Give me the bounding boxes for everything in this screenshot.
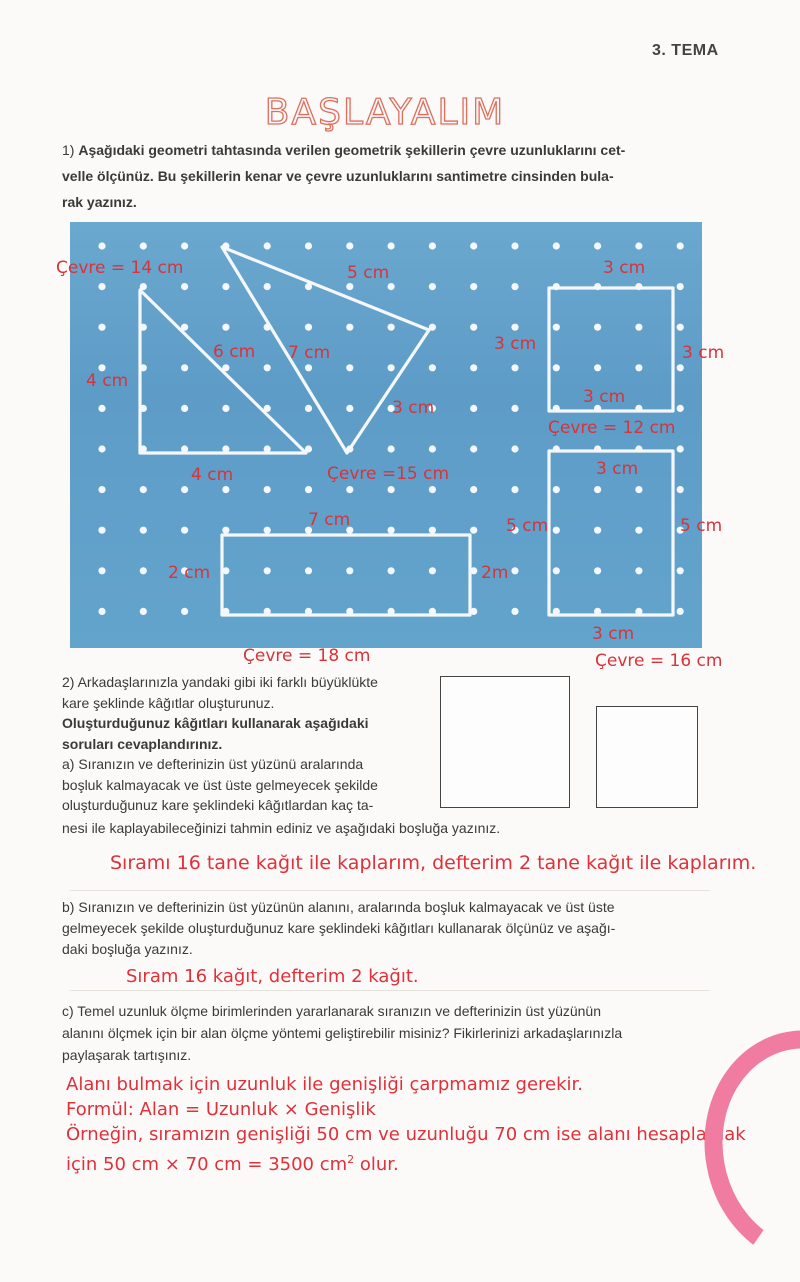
q2-line-1: 2) Arkadaşlarınızla yandaki gibi iki farklı büyüklükte xyxy=(62,674,378,690)
label-side-4-bottom: 4 cm xyxy=(191,465,234,485)
peg xyxy=(594,324,601,331)
q2-line-2: kare şeklinde kâğıtlar oluşturunuz. xyxy=(62,694,275,711)
label-side-3-triangle: 3 cm xyxy=(392,398,435,418)
peg xyxy=(346,486,353,493)
peg xyxy=(305,364,312,371)
peg xyxy=(181,364,188,371)
q1-line-3: rak yazınız. xyxy=(62,194,137,210)
label-side-7-rect: 7 cm xyxy=(308,510,351,530)
q2a-line-1: a) Sıranızın ve defterinizin üst yüzünü aralarında xyxy=(62,756,364,772)
peg xyxy=(346,324,353,331)
peg xyxy=(429,364,436,371)
peg xyxy=(222,527,229,534)
peg xyxy=(181,486,188,493)
answer-b: Sıram 16 kağıt, defterim 2 kağıt. xyxy=(126,966,419,987)
peg xyxy=(635,242,642,249)
peg xyxy=(511,324,518,331)
answer-c-line-4b: olur. xyxy=(354,1154,399,1175)
theme-label: 3. TEMA xyxy=(652,42,719,59)
small-square-paper xyxy=(596,706,698,808)
q2a-line-3: oluşturduğunuz kare şeklindeki kâğıtlardan kaç ta- xyxy=(62,797,374,813)
answer-c-line-2: Formül: Alan = Uzunluk × Genişlik xyxy=(66,1099,376,1120)
answer-c-superscript: 2 xyxy=(347,1153,355,1166)
answer-c-line-4a: için 50 cm × 70 cm = 3500 cm xyxy=(66,1154,348,1175)
peg xyxy=(181,405,188,412)
peg xyxy=(429,486,436,493)
peg xyxy=(429,527,436,534)
label-side-2-left: 2 cm xyxy=(168,563,211,583)
q2c-line-1: c) Temel uzunluk ölçme birimlerinden yararlanarak sıranızın ve defterinizin üst yüzünün xyxy=(62,1003,601,1019)
peg xyxy=(429,445,436,452)
q2b-line-1: b) Sıranızın ve defterinizin üst yüzünün alanını, aralarında boşluk kalmayacak ve üst üste xyxy=(62,899,615,915)
peg xyxy=(677,283,684,290)
peg xyxy=(222,283,229,290)
peg xyxy=(511,283,518,290)
answer-line-b xyxy=(70,990,710,991)
question-2c xyxy=(62,1000,742,1066)
peg xyxy=(305,242,312,249)
question-2-intro xyxy=(62,672,442,816)
q2b-line-3: daki boşluğa yazınız. xyxy=(62,941,193,957)
peg xyxy=(677,445,684,452)
peg xyxy=(388,324,395,331)
peg xyxy=(635,324,642,331)
peg xyxy=(553,486,560,493)
peg xyxy=(553,527,560,534)
label-side-6: 6 cm xyxy=(213,342,256,362)
peg xyxy=(388,364,395,371)
peg xyxy=(98,486,105,493)
label-perimeter-14: Çevre = 14 cm xyxy=(56,258,184,278)
label-side-3-rect-bottom: 3 cm xyxy=(592,624,635,644)
large-square-paper xyxy=(440,676,570,808)
peg xyxy=(511,405,518,412)
peg xyxy=(346,405,353,412)
label-side-3-top: 3 cm xyxy=(603,258,646,278)
peg xyxy=(511,364,518,371)
label-perimeter-16: Çevre = 16 cm xyxy=(595,651,723,671)
rectangle-band-horizontal xyxy=(222,535,470,615)
peg xyxy=(677,608,684,615)
peg xyxy=(98,567,105,574)
peg xyxy=(264,567,271,574)
answer-c-line-4 xyxy=(66,1147,786,1177)
peg xyxy=(181,283,188,290)
peg xyxy=(553,242,560,249)
peg xyxy=(305,405,312,412)
peg xyxy=(98,445,105,452)
q2c-line-3: paylaşarak tartışınız. xyxy=(62,1047,192,1063)
peg xyxy=(264,364,271,371)
label-side-3-right: 3 cm xyxy=(682,343,725,363)
q1-number: 1) xyxy=(62,142,79,158)
peg xyxy=(594,486,601,493)
q2b-line-2: gelmeyecek şekilde oluşturduğunuz kare şeklindeki kâğıtları kullanarak ölçünüz ve aşağı- xyxy=(62,920,616,936)
peg xyxy=(635,527,642,534)
label-side-5-left: 5 cm xyxy=(506,516,549,536)
peg xyxy=(635,486,642,493)
q2-bold-1: Oluşturduğunuz kâğıtları kullanarak aşağıdaki xyxy=(62,715,369,731)
label-side-2-right: 2m xyxy=(481,563,509,583)
q2c-line-2: alanını ölçmek için bir alan ölçme yöntemi geliştirebilir misiniz? Fikirlerinizi arkadaşlarınızla xyxy=(62,1025,623,1041)
peg xyxy=(305,567,312,574)
peg xyxy=(470,527,477,534)
peg xyxy=(677,486,684,493)
peg xyxy=(98,608,105,615)
peg xyxy=(470,486,477,493)
peg xyxy=(677,242,684,249)
peg xyxy=(98,527,105,534)
peg xyxy=(553,364,560,371)
peg xyxy=(553,567,560,574)
q2a-line-4: nesi ile kaplayabileceğinizi tahmin ediniz ve aşağıdaki boşluğa yazınız. xyxy=(62,820,501,836)
label-side-4-left: 4 cm xyxy=(86,371,129,391)
label-perimeter-15: Çevre =15 cm xyxy=(327,464,450,484)
peg xyxy=(635,567,642,574)
peg xyxy=(140,242,147,249)
label-side-7: 7 cm xyxy=(288,343,331,363)
peg xyxy=(511,608,518,615)
peg xyxy=(511,445,518,452)
answer-line-a xyxy=(70,890,710,891)
question-1 xyxy=(62,137,742,215)
peg xyxy=(429,242,436,249)
peg xyxy=(98,242,105,249)
peg xyxy=(346,364,353,371)
peg xyxy=(677,567,684,574)
peg xyxy=(635,364,642,371)
peg xyxy=(346,567,353,574)
peg xyxy=(594,527,601,534)
peg xyxy=(98,405,105,412)
peg xyxy=(181,608,188,615)
peg xyxy=(470,405,477,412)
peg xyxy=(470,283,477,290)
peg xyxy=(388,527,395,534)
peg xyxy=(388,283,395,290)
peg xyxy=(98,283,105,290)
peg xyxy=(140,567,147,574)
label-side-5-right: 5 cm xyxy=(680,516,723,536)
label-perimeter-18: Çevre = 18 cm xyxy=(243,646,371,666)
peg xyxy=(594,242,601,249)
peg xyxy=(594,364,601,371)
peg xyxy=(470,445,477,452)
peg xyxy=(181,242,188,249)
peg xyxy=(264,242,271,249)
q2a-line-2: boşluk kalmayacak ve üst üste gelmeyecek şekilde xyxy=(62,776,378,793)
peg xyxy=(346,283,353,290)
label-perimeter-12: Çevre = 12 cm xyxy=(548,418,676,438)
peg xyxy=(470,364,477,371)
peg xyxy=(594,567,601,574)
peg xyxy=(140,527,147,534)
peg xyxy=(222,324,229,331)
peg xyxy=(470,324,477,331)
peg xyxy=(140,608,147,615)
answer-c xyxy=(66,1072,786,1177)
peg xyxy=(305,486,312,493)
label-side-3-rect-top: 3 cm xyxy=(596,459,639,479)
peg xyxy=(222,486,229,493)
peg xyxy=(553,324,560,331)
label-side-3-square-bottom: 3 cm xyxy=(583,387,626,407)
answer-a: Sıramı 16 tane kağıt ile kaplarım, defterim 2 tane kağıt ile kaplarım. xyxy=(110,852,757,874)
peg xyxy=(346,242,353,249)
peg xyxy=(388,567,395,574)
peg xyxy=(429,567,436,574)
question-2b xyxy=(62,897,742,960)
peg xyxy=(677,364,684,371)
peg xyxy=(677,405,684,412)
peg xyxy=(511,567,518,574)
peg xyxy=(140,486,147,493)
peg xyxy=(511,242,518,249)
label-side-5: 5 cm xyxy=(347,263,390,283)
answer-c-line-1: Alanı bulmak için uzunluk ile genişliği çarpmamız gerekir. xyxy=(66,1074,584,1095)
label-side-3-mid: 3 cm xyxy=(494,334,537,354)
peg xyxy=(511,486,518,493)
q1-line-2: velle ölçünüz. Bu şekillerin kenar ve çevre uzunluklarını santimetre cinsinden bula- xyxy=(62,168,614,184)
peg xyxy=(388,242,395,249)
peg xyxy=(388,445,395,452)
peg xyxy=(222,405,229,412)
peg xyxy=(264,283,271,290)
peg xyxy=(388,486,395,493)
peg xyxy=(98,324,105,331)
q2-bold-2: soruları cevaplandırınız. xyxy=(62,735,223,752)
peg xyxy=(264,527,271,534)
peg xyxy=(264,486,271,493)
answer-c-line-3: Örneğin, sıramızın genişliği 50 cm ve uzunluğu 70 cm ise alanı hesaplamak xyxy=(66,1124,746,1145)
peg xyxy=(305,324,312,331)
right-triangle-band xyxy=(140,290,306,453)
q1-line-1: Aşağıdaki geometri tahtasında verilen geometrik şekillerin çevre uzunluklarını cet- xyxy=(78,142,626,158)
page-title: BAŞLAYALIM xyxy=(264,92,506,133)
peg xyxy=(470,242,477,249)
peg xyxy=(677,324,684,331)
peg xyxy=(181,527,188,534)
peg xyxy=(429,283,436,290)
